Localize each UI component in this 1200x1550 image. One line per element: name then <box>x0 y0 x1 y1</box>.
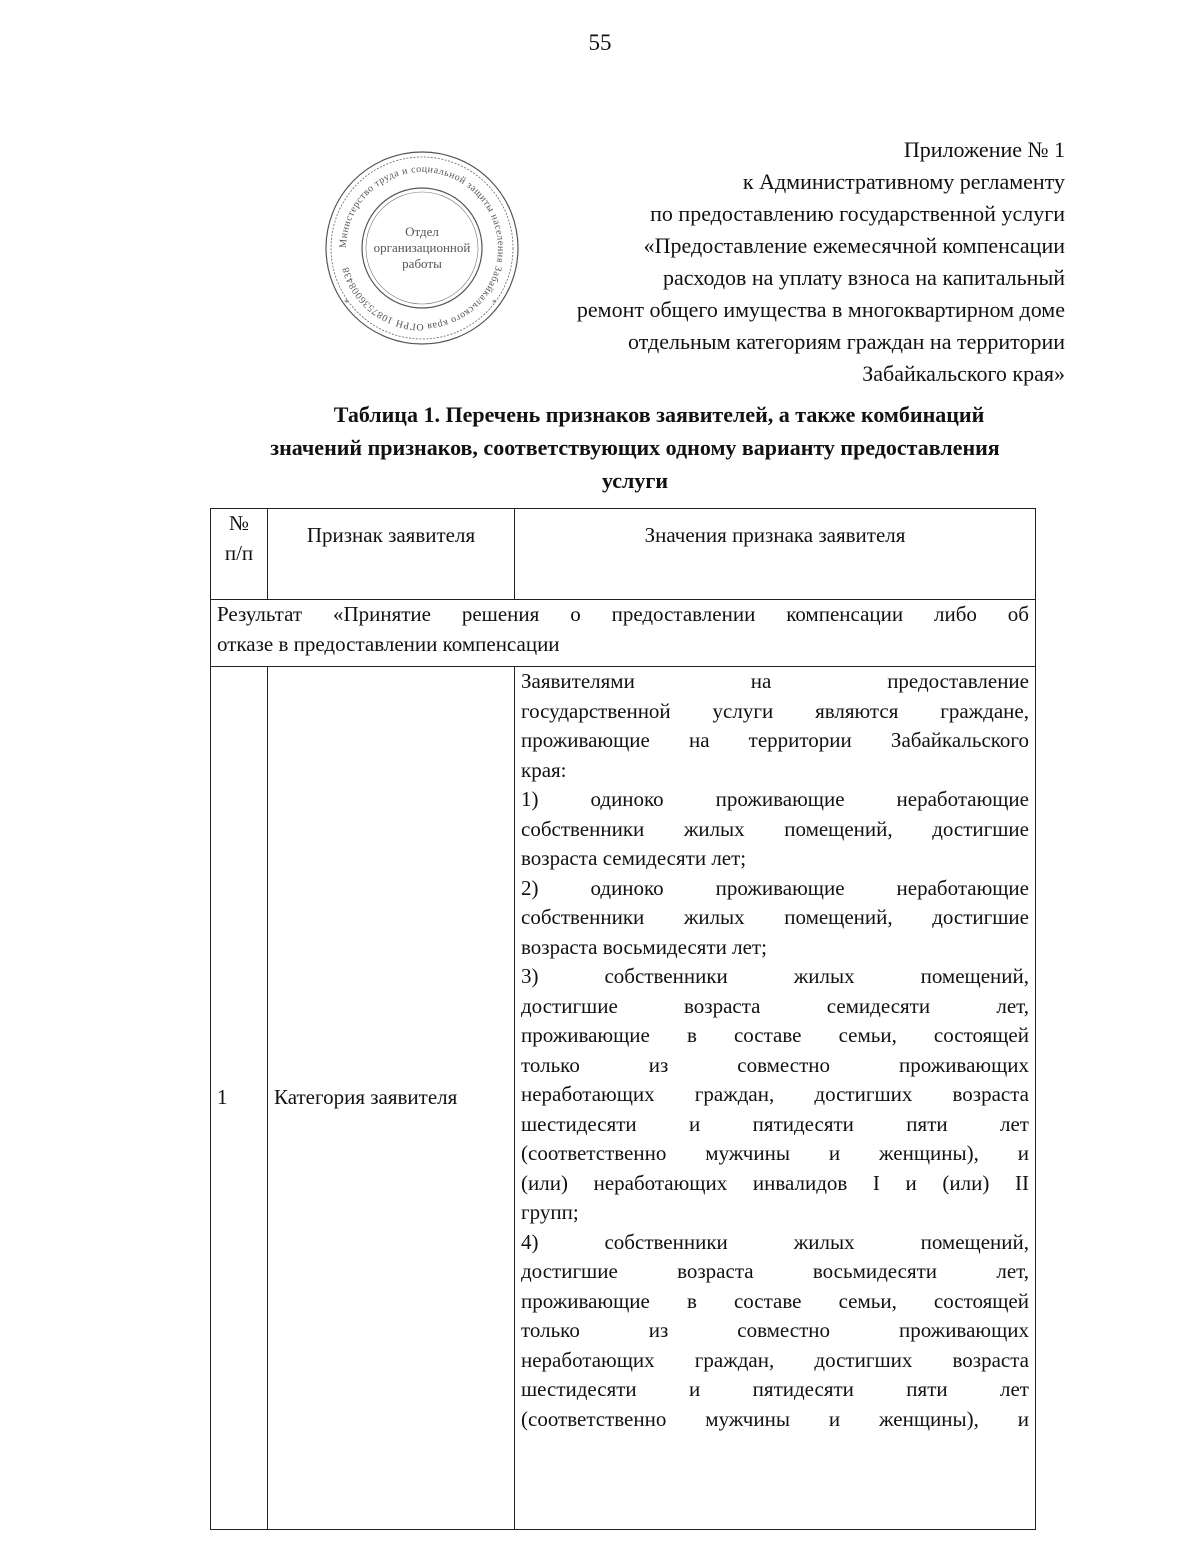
appendix-line: к Административному регламенту <box>742 169 1065 194</box>
row-values-cell <box>515 667 1036 1530</box>
value-line: проживающие на территории Забайкальского <box>521 728 1029 752</box>
value-line: достигшие возраста восьмидесяти лет, <box>521 1259 1029 1283</box>
header-number-cell <box>211 509 268 600</box>
table-header-row <box>211 509 1036 600</box>
value-line: Заявителями на предоставление <box>521 669 1029 693</box>
value-line: только из совместно проживающих <box>521 1052 1029 1077</box>
value-line: групп; <box>521 1200 579 1224</box>
appendix-line: «Предоставление ежемесячной компенсации <box>643 233 1065 258</box>
page-number: 55 <box>588 30 612 55</box>
value-line: (соответственно мужчины и женщины), и <box>521 1141 1029 1165</box>
value-line: собственники жилых помещений, достигшие <box>521 816 1029 841</box>
table-row <box>211 667 1036 1530</box>
value-line: неработающих граждан, достигших возраста <box>521 1082 1029 1106</box>
svg-text:работы: работы <box>402 256 442 271</box>
svg-text:Отдел: Отдел <box>405 224 439 239</box>
organization-seal <box>322 148 522 348</box>
result-cell <box>211 600 1036 667</box>
value-line: 3) собственники жилых помещений, <box>521 964 1029 988</box>
table-title-line: Таблица 1. Перечень признаков заявителей, а также комбинаций <box>333 402 985 427</box>
svg-text:Министерство труда и социально: Министерство труда и социальной защиты населения Забайкальского края ОГРН 1087536008438 <box>337 163 507 333</box>
value-line: 1) одиноко проживающие неработающие <box>521 787 1029 811</box>
table-title-line: значений признаков, соответствующих одному варианту предоставления <box>270 435 1000 460</box>
value-line: государственной услуги являются граждане, <box>521 698 1029 723</box>
header-values-cell: Значения признака заявителя <box>515 509 1036 600</box>
result-row <box>211 600 1036 667</box>
table-title-line: услуги <box>601 468 669 493</box>
svg-text:*: * <box>492 298 497 308</box>
value-line: 4) собственники жилых помещений, <box>521 1229 1029 1254</box>
result-line: отказе в предоставлении компенсации <box>217 631 560 656</box>
value-line: шестидесяти и пятидесяти пяти лет <box>521 1377 1029 1401</box>
value-line: только из совместно проживающих <box>521 1318 1029 1342</box>
value-line: возраста семидесяти лет; <box>521 846 747 870</box>
row-attribute-cell: Категория заявителя <box>268 667 515 1530</box>
appendix-line: по предоставлению государственной услуги <box>650 201 1065 226</box>
header-number-symbol: № <box>228 511 250 535</box>
appendix-line: отдельным категориям граждан на территории <box>628 329 1065 354</box>
appendix-line: ремонт общего имущества в многоквартирном доме <box>576 297 1065 322</box>
value-line: (или) неработающих инвалидов I и (или) II <box>521 1170 1029 1195</box>
table-title <box>200 398 1070 497</box>
svg-text:организационной: организационной <box>373 240 471 255</box>
value-line: (соответственно мужчины и женщины), и <box>521 1406 1029 1431</box>
value-line: проживающие в составе семьи, состоящей <box>521 1288 1029 1313</box>
value-line: шестидесяти и пятидесяти пяти лет <box>521 1111 1029 1136</box>
appendix-line: Забайкальского края» <box>862 361 1065 386</box>
row-number-cell: 1 <box>211 667 268 1530</box>
value-line: возраста восьмидесяти лет; <box>521 934 767 959</box>
value-line: края: <box>521 757 567 782</box>
appendix-header <box>505 134 1065 390</box>
value-line: неработающих граждан, достигших возраста <box>521 1347 1029 1372</box>
appendix-line: Приложение № 1 <box>903 137 1065 162</box>
value-line: достигшие возраста семидесяти лет, <box>521 993 1029 1018</box>
header-attribute-cell: Признак заявителя <box>268 509 515 600</box>
header-number-abbr: п/п <box>224 540 254 565</box>
attributes-table <box>210 508 1036 1530</box>
appendix-line: расходов на уплату взноса на капитальный <box>663 265 1065 290</box>
result-line: Результат «Принятие решения о предоставлении компенсации либо об <box>217 602 1029 626</box>
value-line: собственники жилых помещений, достигшие <box>521 905 1029 929</box>
svg-text:*: * <box>344 298 349 308</box>
value-line: 2) одиноко проживающие неработающие <box>521 875 1029 900</box>
value-line: проживающие в составе семьи, состоящей <box>521 1023 1029 1047</box>
